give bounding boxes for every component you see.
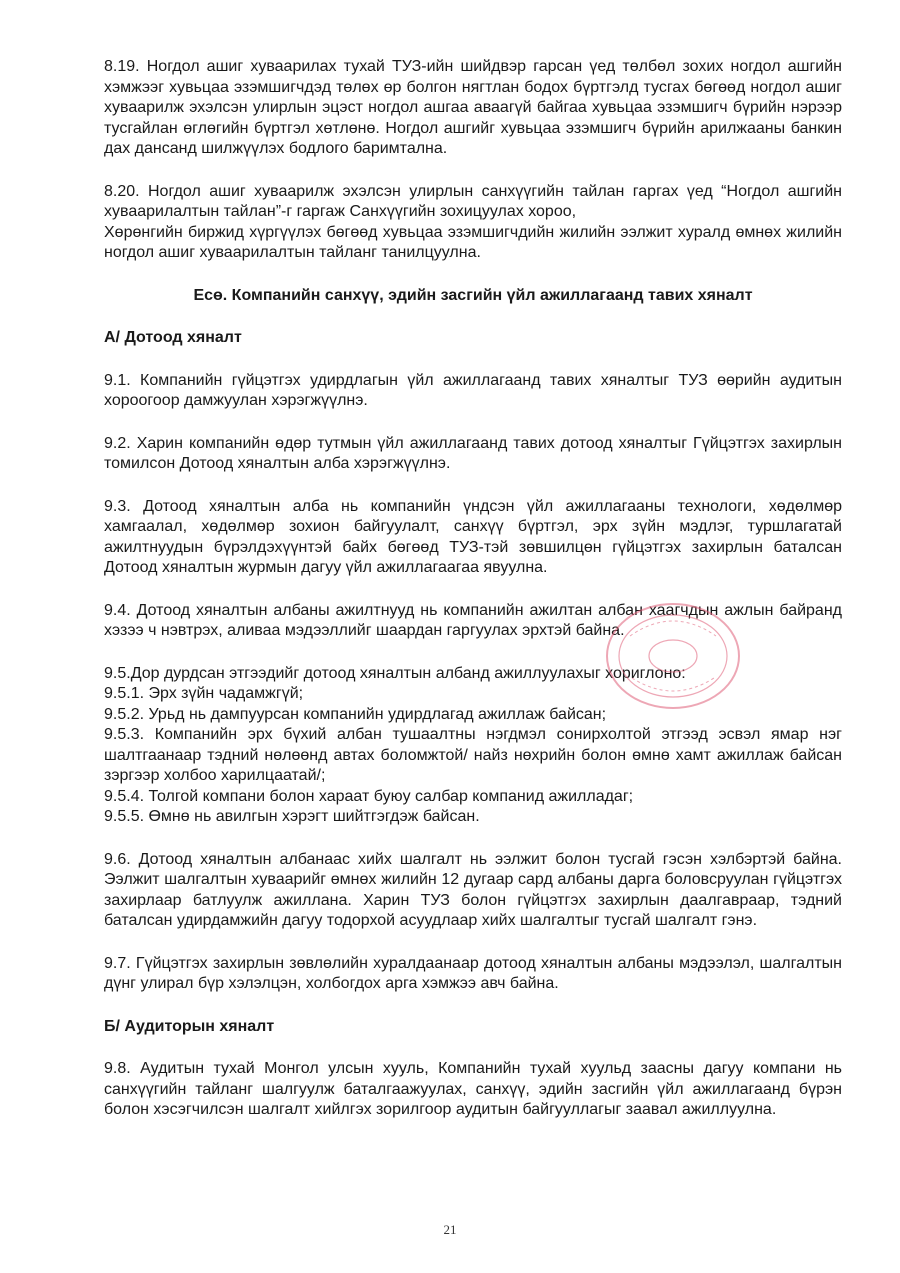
item-9-5-5: 9.5.5. Өмнө нь авилгын хэрэгт шийтгэгдэж байсан. xyxy=(104,808,480,825)
paragraph-8-19: 8.19. Ногдол ашиг хуваарилах тухай ТУЗ-ийн шийдвэр гарсан үед төлбөл зохих ногдол ашгийн хэмжээг хувьцаа эзэмшигчдэд төлөх өр болгон нягтлан бодох бүртгэлд тусгах бөгөөд ногдол ашиг хуваарилж эхэлсэн улирлын эцэст ногдол ашгаа аваагүй байгаа хувьцаа эзэмшигч бүрийн нэрээр тусгайлан өглөгийн бүртгэл хөтлөнө. Ногдол ашгийг хувьцаа эзэмшигч бүрийн арилжааны банкин дах дансанд шилжүүлэх бодлого баримтална. xyxy=(104,58,842,157)
page-body xyxy=(104,57,842,1121)
item-9-5-2: 9.5.2. Урьд нь дампуурсан компанийн удирдлагад ажиллаж байсан; xyxy=(104,705,607,723)
section-heading: Есө. Компанийн санхүү, эдийн засгийн үйл ажиллагаанд тавих хяналт xyxy=(193,286,753,304)
paragraph-8-20 xyxy=(104,182,842,264)
subheading-internal-control: А/ Дотоод хяналт xyxy=(104,329,242,346)
item-9-5-4: 9.5.4. Толгой компани болон хараат буюу салбар компанид ажилладаг; xyxy=(104,787,634,805)
paragraph-9-3: 9.3. Дотоод хяналтын алба нь компанийн үндсэн үйл ажиллагааны технологи, хөдөлмөр хамгаалал, хөдөлмөр зохион байгуулалт, санхүү бүртгэл, эрх зүйн мэдлэг, туршлагатай ажилтнуудын бүрэлдэхүүнтэй байх бөгөөд ТУЗ-тэй зөвшилцөн гүйцэтгэх захирлын баталсан Дотоод хяналтын журмын дагуу үйл ажиллагаагаа явуулна. xyxy=(104,497,842,576)
paragraph-9-1: 9.1. Компанийн гүйцэтгэх удирдлагын үйл ажиллагаанд тавих хяналтыг ТУЗ өөрийн аудитын хороогоор дамжуулан хэрэгжүүлнэ. xyxy=(104,371,842,409)
paragraph-8-20-part-1: 8.20. Ногдол ашиг хуваарилж эхэлсэн улирлын санхүүгийн тайлан гаргах үед “Ногдол ашгийн хуваарилалтын тайлан”-г гаргаж Санхүүгийн зохицуулах хороо, xyxy=(104,182,842,220)
paragraph-9-8: 9.8. Аудитын тухай Монгол улсын хууль, Компанийн тухай хуульд заасны дагуу компани нь санхүүгийн тайланг шалгуулж баталгаажуулах, санхүү, эдийн засгийн үйл ажиллагаанд бүрэн болон хэсэгчилсэн шалгалт хийлгэх зорилгоор аудитын байгууллагыг заавал ажиллуулна. xyxy=(104,1060,842,1118)
subheading-audit-control: Б/ Аудиторын хяналт xyxy=(104,1017,275,1035)
paragraph-9-7: 9.7. Гүйцэтгэх захирлын зөвлөлийн хуралдаанаар дотоод хяналтын албаны мэдээлэл, шалгалтын дүнг улирал бүр хэлэлцэн, холбогдох арга хэмжээ авч байна. xyxy=(104,954,842,992)
paragraph-9-6: 9.6. Дотоод хяналтын албанаас хийх шалгалт нь ээлжит болон тусгай гэсэн хэлбэртэй байна. Ээлжит шалгалтын хуваарийг өмнөх жилийн 12 дугаар сард албаны дарга боловсруулан гүйцэтгэх захирлаар батлуулж ажиллана. Харин ТУЗ болон гүйцэтгэх захирлын даалгавраар, тэдний баталсан удирдамжийн дагуу тодорхой асуудлаар хийх шалгалтыг тусгай шалгалт гэнэ. xyxy=(104,850,842,929)
page-number: 21 xyxy=(443,1222,457,1237)
paragraph-9-4: 9.4. Дотоод хяналтын албаны ажилтнууд нь компанийн ажилтан албан хаагчдын ажлын байранд хэзээ ч нэвтрэх, аливаа мэдээллийг шаардан гаргуулах эрхтэй байна. xyxy=(104,601,842,639)
paragraph-9-2: 9.2. Харин компанийн өдөр тутмын үйл ажиллагаанд тавих дотоод хяналтыг Гүйцэтгэх захирлын томилсон Дотоод хяналтын алба хэрэгжүүлнэ. xyxy=(104,434,842,472)
item-9-5-1: 9.5.1. Эрх зүйн чадамжгүй; xyxy=(104,685,304,702)
item-9-5-3: 9.5.3. Компанийн эрх бүхий албан тушаалтны нэгдмэл сонирхолтой этгээд эсвэл ямар нэг шалтгаанаар тэдний нөлөөнд автах боломжтой/ найз нөхрийн болон өмнө хамт ажиллаж байсан зэргээр холбоо харилцаатай/; xyxy=(104,726,842,784)
paragraph-8-20-part-2: Хөрөнгийн биржид хүргүүлэх бөгөөд хувьцаа эзэмшигчдийн жилийн ээлжит хуралд өмнөх жилийн ногдол ашиг хуваарилалтын тайланг танилцуулна. xyxy=(104,223,842,261)
company-seal-stamp xyxy=(598,596,748,716)
paragraph-9-5: 9.5.Дор дурдсан этгээдийг дотоод хяналтын албанд ажиллуулахыг хориглоно: xyxy=(104,664,686,682)
